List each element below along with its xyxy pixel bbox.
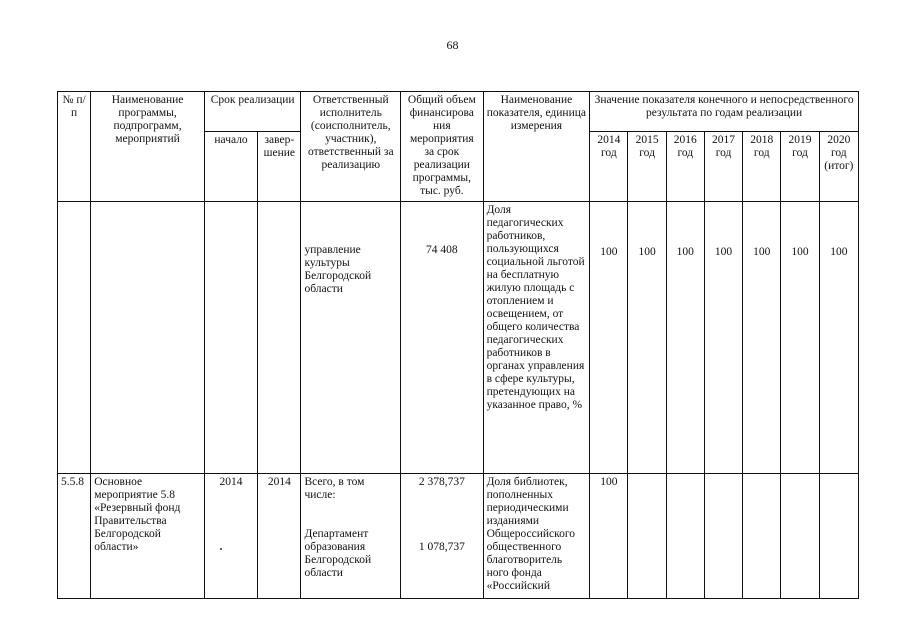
table-row (58, 202, 859, 474)
header-year-2017: 2017 год (704, 132, 742, 202)
row-start-value: 2014 (219, 476, 243, 488)
header-indicator: Наименование показателя, единица измерения (483, 92, 590, 202)
row-start-cell (204, 474, 257, 599)
row-end-cell: 2014 (258, 474, 301, 599)
row-value-2015: 100 (628, 202, 666, 474)
dot-mark (208, 541, 254, 554)
row-number-cell (58, 202, 91, 474)
row-value-2016: 100 (666, 202, 704, 474)
header-term-start: начало (204, 132, 257, 202)
header-volume: Общий объем финансирова ния мероприятия за срок реализации программы, тыс. руб. (401, 92, 484, 202)
header-number: № п/п (58, 92, 91, 202)
header-year-2016: 2016 год (666, 132, 704, 202)
row-end-cell (258, 202, 301, 474)
header-year-2019: 2019 год (781, 132, 819, 202)
row-value-2017 (704, 474, 742, 599)
row-executor-total: Всего, в том числе: (304, 476, 365, 501)
row-executor-department: Департамент образования Белгородской области (304, 528, 372, 579)
row-volume-total: 2 378,737 (418, 476, 465, 488)
row-volume-cell (401, 474, 484, 599)
header-name: Наименование программы, подпрограмм, мероприятий (91, 92, 205, 202)
row-value-2019: 100 (781, 202, 819, 474)
row-value-2020 (819, 474, 858, 599)
header-term: Срок реализации (204, 92, 301, 132)
header-row-1 (58, 92, 859, 132)
row-value-2014: 100 (590, 202, 628, 474)
row-value-2020: 100 (819, 202, 858, 474)
header-executor: Ответственный исполнитель (соисполнитель, участник), ответственный за реализацию (301, 92, 401, 202)
row-value-2018: 100 (743, 202, 781, 474)
page-number: 68 (446, 38, 459, 52)
row-volume-cell: 74 408 (401, 202, 484, 474)
row-indicator-cell: Доля педагогических работников, пользующихся социальной льготой на бесплатную жилую площадь с отоплением и освещением, от общего количества педагогических работников в органах управления в сфере культуры, претендующих на указанное право, % (483, 202, 590, 474)
row-value-2016 (666, 474, 704, 599)
row-volume-department: 1 078,737 (418, 541, 465, 553)
header-values: Значение показателя конечного и непосредственного результата по годам реализации (590, 92, 859, 132)
program-table (57, 91, 859, 599)
row-value-2015 (628, 474, 666, 599)
row-value-2019 (781, 474, 819, 599)
row-executor-cell: управление культуры Белгородской области (301, 202, 401, 474)
header-year-2020: 2020 год (итог) (819, 132, 858, 202)
row-start-cell (204, 202, 257, 474)
row-name-cell: Основное мероприятие 5.8 «Резервный фонд Правительства Белгородской области» (91, 474, 205, 599)
row-indicator-cell: Доля библиотек, пополненных периодическими изданиями Общероссийского общественного благотворитель ного фонда «Российский (483, 474, 590, 599)
header-year-2015: 2015 год (628, 132, 666, 202)
header-term-end: завер- шение (258, 132, 301, 202)
row-value-2017: 100 (704, 202, 742, 474)
table-row (58, 474, 859, 599)
row-name-cell (91, 202, 205, 474)
row-number-cell: 5.5.8 (58, 474, 91, 599)
header-year-2014: 2014 год (590, 132, 628, 202)
row-value-2014: 100 (590, 474, 628, 599)
row-value-2018 (743, 474, 781, 599)
row-executor-cell (301, 474, 401, 599)
header-year-2018: 2018 год (743, 132, 781, 202)
